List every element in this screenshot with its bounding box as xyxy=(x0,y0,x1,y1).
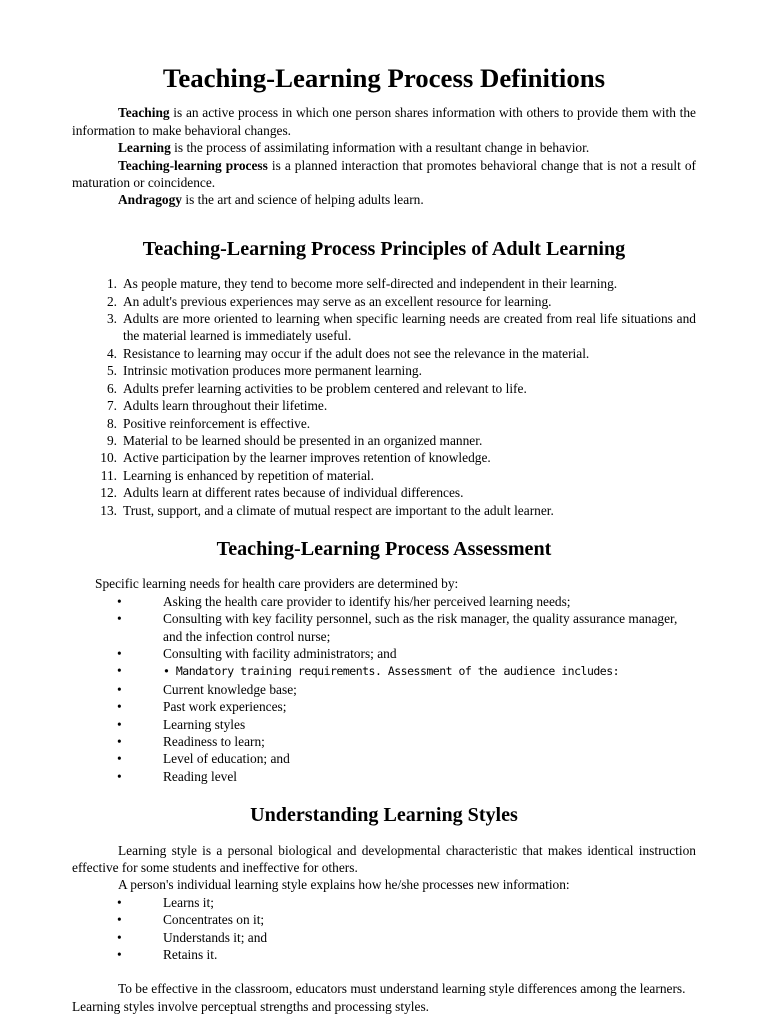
list-text: Learns it; xyxy=(163,894,214,910)
list-item xyxy=(72,894,696,911)
definition-text: is an active process in which one person shares information with others to provide them with the information to make behavioral changes. xyxy=(72,105,696,138)
bullet-icon: • xyxy=(117,663,122,679)
list-text: Adults learn at different rates because of individual differences. xyxy=(123,485,464,501)
list-number: 9. xyxy=(106,432,117,448)
definition-term: Learning xyxy=(118,140,171,156)
list-text: As people mature, they tend to become more self-directed and independent in their learning. xyxy=(123,276,618,292)
list-item xyxy=(72,275,696,292)
list-item xyxy=(72,716,696,733)
list-item xyxy=(72,610,696,645)
list-text: Asking the health care provider to identify his/her perceived learning needs; xyxy=(163,593,571,609)
learning-styles-list xyxy=(72,894,696,964)
bullet-icon: • xyxy=(117,593,122,609)
list-text: Resistance to learning may occur if the adult does not see the relevance in the material. xyxy=(123,345,590,361)
definitions-heading: Teaching-Learning Process Definitions xyxy=(162,63,606,93)
list-item xyxy=(72,397,696,414)
list-item xyxy=(72,380,696,397)
bullet-icon: • xyxy=(117,768,122,784)
definition-term: Teaching xyxy=(118,105,170,121)
list-item xyxy=(72,645,696,662)
list-text: Understands it; and xyxy=(163,929,268,945)
list-item xyxy=(72,698,696,715)
list-number: 8. xyxy=(106,415,117,431)
list-text: An adult's previous experiences may serve as an excellent resource for learning. xyxy=(123,293,552,309)
list-item xyxy=(72,593,696,610)
bullet-icon: • xyxy=(117,716,122,732)
learning-styles-paragraph: Learning styles involve perceptual strengths and processing styles. xyxy=(72,998,429,1014)
list-text: Consulting with facility administrators; and xyxy=(163,645,397,661)
definition-learning xyxy=(72,139,696,156)
principles-heading: Teaching-Learning Process Principles of Adult Learning xyxy=(142,237,626,260)
list-item xyxy=(72,310,696,345)
list-number: 5. xyxy=(106,363,117,379)
list-item xyxy=(72,484,696,501)
list-item xyxy=(72,345,696,362)
list-number: 2. xyxy=(106,293,117,309)
list-number: 12. xyxy=(100,485,117,501)
list-text: Positive reinforcement is effective. xyxy=(123,415,311,431)
list-text: Consulting with key facility personnel, such as the risk manager, the quality assurance manager, and the infection control nurse; xyxy=(163,611,678,644)
assessment-list xyxy=(72,593,696,785)
list-item xyxy=(72,432,696,449)
list-text: Past work experiences; xyxy=(163,699,287,715)
list-text: Learning is enhanced by repetition of material. xyxy=(123,467,374,483)
list-text: Adults learn throughout their lifetime. xyxy=(123,398,328,414)
list-item xyxy=(72,362,696,379)
list-number: 6. xyxy=(106,380,117,396)
list-item xyxy=(72,415,696,432)
list-item xyxy=(72,449,696,466)
list-number: 10. xyxy=(100,450,117,466)
list-text: Active participation by the learner improves retention of knowledge. xyxy=(123,450,491,466)
list-text: Adults prefer learning activities to be problem centered and relevant to life. xyxy=(123,380,527,396)
list-item xyxy=(72,911,696,928)
list-item xyxy=(72,768,696,785)
bullet-icon: • xyxy=(117,912,122,928)
list-number: 7. xyxy=(106,398,117,414)
assessment-heading: Teaching-Learning Process Assessment xyxy=(216,537,552,560)
definition-text: is the art and science of helping adults learn. xyxy=(182,192,424,208)
bullet-icon: • xyxy=(117,699,122,715)
definition-teaching xyxy=(72,104,696,139)
document-page xyxy=(72,63,696,1015)
list-item xyxy=(72,733,696,750)
bullet-icon: • xyxy=(117,645,122,661)
list-number: 1. xyxy=(106,276,117,292)
learning-styles-paragraph: To be effective in the classroom, educators must understand learning style differences among the learners. xyxy=(118,981,686,997)
bullet-icon: • xyxy=(117,894,122,910)
list-text: Concentrates on it; xyxy=(163,912,265,928)
definition-text: is a planned interaction that promotes behavioral change that is not a result of maturation or coincidence. xyxy=(72,157,696,191)
list-text: Reading level xyxy=(163,768,237,784)
list-text: Intrinsic motivation produces more permanent learning. xyxy=(123,363,422,379)
assessment-intro: Specific learning needs for health care providers are determined by: xyxy=(95,576,459,592)
list-text: Adults are more oriented to learning when specific learning needs are created from real life situations and the material learned is immediately useful. xyxy=(123,311,696,344)
bullet-icon: • xyxy=(117,947,122,963)
list-item xyxy=(72,929,696,946)
list-text: Readiness to learn; xyxy=(163,734,265,749)
bullet-icon: • xyxy=(117,929,122,945)
list-text: Current knowledge base; xyxy=(163,681,297,697)
principles-list xyxy=(72,275,696,519)
list-text: Learning styles xyxy=(163,716,246,732)
definition-term: Teaching-learning process xyxy=(118,157,268,173)
bullet-icon: • xyxy=(117,611,122,627)
learning-styles-paragraph: A person's individual learning style explains how he/she processes new information: xyxy=(118,877,570,893)
list-number: 11. xyxy=(100,467,117,483)
list-item xyxy=(72,946,696,963)
list-item xyxy=(72,662,696,680)
definition-term: Andragogy xyxy=(118,192,182,208)
list-text: Trust, support, and a climate of mutual respect are important to the adult learner. xyxy=(123,502,554,518)
definition-andragogy xyxy=(72,191,696,208)
definition-text: is the process of assimilating information with a resultant change in behavior. xyxy=(170,140,590,156)
list-text: • Mandatory training requirements. Assessment of the audience includes: xyxy=(163,664,620,679)
list-number: 4. xyxy=(106,345,117,361)
list-number: 3. xyxy=(106,311,117,327)
list-item xyxy=(72,293,696,310)
list-item xyxy=(72,502,696,519)
list-item xyxy=(72,467,696,484)
list-text: Material to be learned should be presented in an organized manner. xyxy=(123,432,483,448)
learning-styles-heading: Understanding Learning Styles xyxy=(250,804,518,827)
bullet-icon: • xyxy=(117,734,122,749)
list-item xyxy=(72,750,696,767)
list-item xyxy=(72,681,696,698)
list-text: Retains it. xyxy=(163,947,218,963)
bullet-icon: • xyxy=(117,681,122,697)
learning-styles-paragraph: Learning style is a personal biological and developmental characteristic that makes identical instruction effective for some students and ineffective for others. xyxy=(72,842,696,876)
bullet-icon: • xyxy=(117,751,122,767)
list-number: 13. xyxy=(100,502,117,518)
definition-teaching-learning-process xyxy=(72,157,696,192)
list-text: Level of education; and xyxy=(163,751,290,767)
